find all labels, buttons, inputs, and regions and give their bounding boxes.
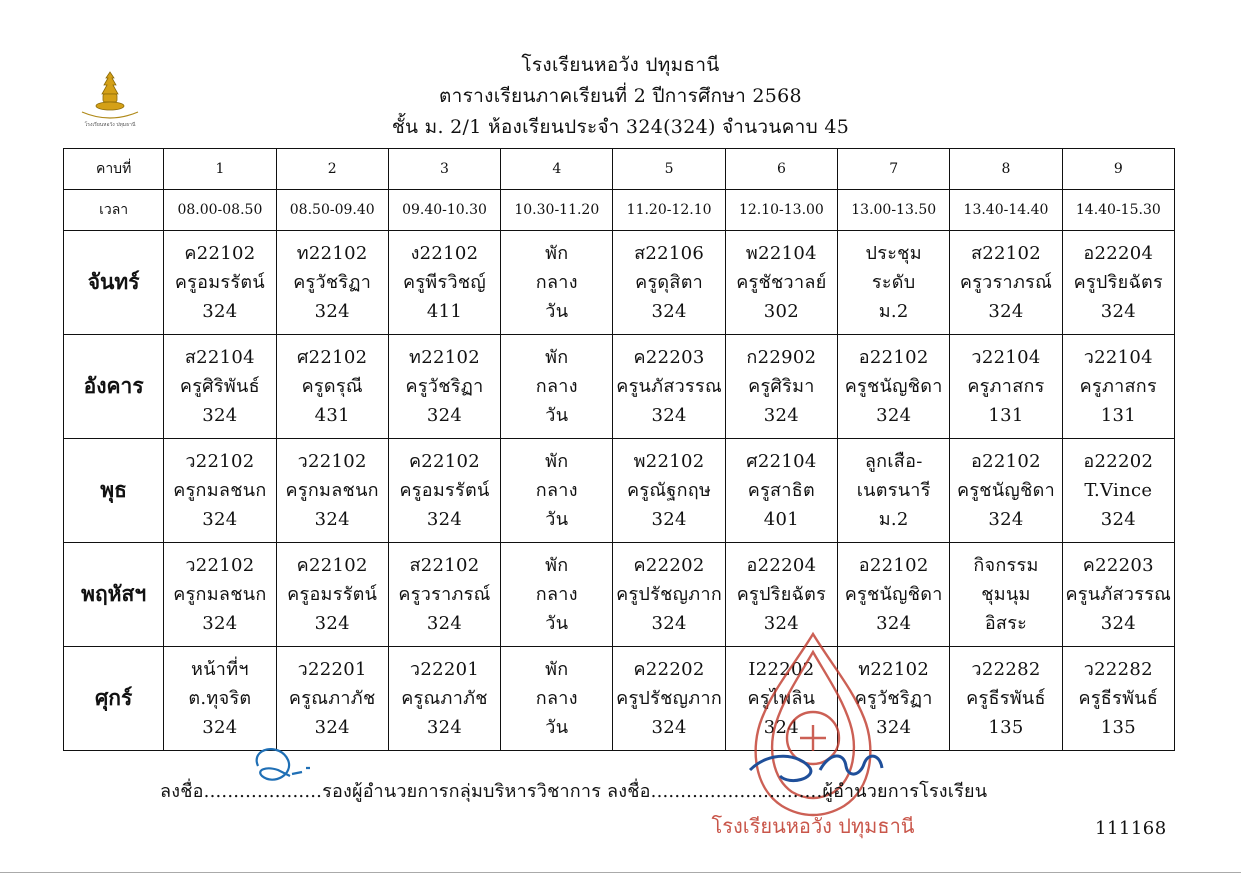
teacher-name: ครูสาธิต [747,480,816,501]
class-cell [388,543,500,647]
period-number: 6 [725,149,837,190]
class-cell [501,543,613,647]
class-cell [501,335,613,439]
subject-code: ว22102 [185,555,255,576]
class-cell [276,231,388,335]
teacher-name: ครูวัชริฏา [293,272,372,293]
teacher-name: ครูดรุณี [301,376,363,397]
class-cell [501,231,613,335]
class-cell [613,231,725,335]
teacher-name: กลาง [535,688,578,709]
room-number: 324 [202,613,238,634]
room-number: 324 [651,509,687,530]
room-number: 135 [1100,717,1136,738]
subject-code: ค22203 [633,347,705,368]
time-slot: 13.00-13.50 [838,190,950,231]
room-number: 135 [988,717,1024,738]
subject-code: ค22102 [296,555,368,576]
class-cell [950,543,1062,647]
subject-code: ค22203 [1082,555,1154,576]
teacher-name: ครูภาสกร [1079,376,1157,397]
teacher-name: ครูชนัญชิดา [957,480,1055,501]
subject-code: ประชุม [865,243,922,264]
teacher-name: ครูณัฐกฤษ [627,480,712,501]
class-cell [388,439,500,543]
subject-code: พัก [545,243,569,264]
teacher-name: ครูชัชวาลย์ [736,272,827,293]
room-number: 324 [202,509,238,530]
day-name: พุธ [64,439,164,543]
class-cell [950,647,1062,751]
room-number: 324 [763,613,800,634]
subject-code: พ22104 [745,243,817,264]
subject-code: ส22104 [184,347,255,368]
class-cell [1062,543,1174,647]
room-number: 324 [1100,301,1136,322]
subject-code: อ22102 [858,347,929,368]
subject-code: ลูกเสือ- [864,451,923,472]
class-cell [164,543,276,647]
teacher-name: ครูภาสกร [967,376,1045,397]
time-slot: 13.40-14.40 [950,190,1062,231]
room-number: 324 [314,301,350,322]
teacher-name: ชุมนุม [981,584,1031,605]
room-number: 431 [314,405,350,426]
room-number: วัน [545,613,569,634]
time-slot: 11.20-12.10 [613,190,725,231]
teacher-name: ระดับ [871,272,916,293]
teacher-name: กลาง [535,480,578,501]
subject-code: ว22102 [297,451,367,472]
room-number: 324 [314,509,350,530]
class-cell [725,647,837,751]
subject-code: อ22202 [1083,451,1154,472]
teacher-name: ครูปริยฉัตร [736,584,827,605]
room-number: วัน [545,717,569,738]
subject-code: ค22202 [633,659,705,680]
class-cell [1062,647,1174,751]
time-slot: 10.30-11.20 [501,190,613,231]
room-number: วัน [545,509,569,530]
class-cell [838,543,950,647]
room-number: 131 [988,405,1024,426]
room-number: 324 [651,717,687,738]
class-cell [388,647,500,751]
room-number: ม.2 [878,301,909,322]
day-row [64,647,1175,751]
class-cell [725,543,837,647]
subject-code: อ22204 [746,555,817,576]
class-cell [613,543,725,647]
subject-code: ว22282 [971,659,1041,680]
subject-code: I22202 [748,659,815,680]
subject-code: ค22102 [408,451,481,472]
document-header [0,50,1241,143]
subject-code: อ22102 [971,451,1041,472]
time-slot: 08.00-08.50 [164,190,276,231]
teacher-name: กลาง [535,272,578,293]
time-row [64,190,1175,231]
day-row [64,543,1175,647]
class-cell [388,335,500,439]
teacher-name: ครูกมลชนก [173,480,267,501]
subject-code: ก22902 [746,347,817,368]
subject-code: พัก [545,659,569,680]
teacher-name: ครูศิริมา [748,376,815,397]
teacher-name: ครูปรัชญภาก [616,584,723,605]
class-cell [501,647,613,751]
schedule-table [63,148,1175,751]
room-number: 324 [426,405,463,426]
class-cell [725,439,837,543]
room-number: 302 [763,301,800,322]
period-number: 7 [838,149,950,190]
room-number: อิสระ [984,613,1028,634]
class-cell [950,231,1062,335]
class-info: ชั้น ม. 2/1 ห้องเรียนประจำ 324(324) จำนวนคาบ 45 [391,116,850,138]
teacher-name: ครูอมรรัตน์ [174,272,265,293]
subject-code: ศ22104 [746,451,817,472]
class-cell [838,439,950,543]
class-cell [276,439,388,543]
teacher-name: ครูวัชริฏา [854,688,933,709]
class-cell [725,231,837,335]
room-number: 324 [651,405,687,426]
class-cell [613,647,725,751]
subject-code: ว22201 [409,659,480,680]
time-slot: 09.40-10.30 [388,190,500,231]
teacher-name: ครูกมลชนก [285,480,379,501]
class-cell [501,439,613,543]
room-number: 324 [202,405,238,426]
class-cell [613,335,725,439]
period-number: 2 [276,149,388,190]
day-name: พฤหัสฯ [64,543,164,647]
teacher-name: ครูนภัสวรรณ [616,376,722,397]
subject-code: ท22102 [858,659,930,680]
room-number: 324 [1100,613,1136,634]
teacher-name: ครูอมรรัตน์ [399,480,490,501]
class-cell [276,647,388,751]
subject-code: ว22104 [971,347,1041,368]
subject-code: พ22102 [633,451,705,472]
class-cell [613,439,725,543]
school-name: โรงเรียนหอวัง ปทุมธานี [521,54,720,76]
room-number: 324 [1100,509,1136,530]
bottom-divider [0,872,1241,873]
room-number: 324 [314,717,350,738]
subject-code: หน้าที่ฯ [191,659,249,680]
class-cell [1062,439,1174,543]
subject-code: ท22102 [296,243,368,264]
room-number: 401 [763,509,800,530]
subject-code: ส22102 [409,555,480,576]
timetable-title: ตารางเรียนภาคเรียนที่ 2 ปีการศึกษา 2568 [439,85,802,107]
class-cell [276,543,388,647]
teacher-name: ครูดุสิตา [635,272,704,293]
day-row [64,439,1175,543]
room-number: 131 [1100,405,1136,426]
room-number: 324 [876,717,912,738]
seal-text: โรงเรียนหอวัง ปทุมธานี [711,814,915,838]
teacher-name: ครูชนัญชิดา [844,376,943,397]
room-number: วัน [545,405,569,426]
subject-code: อ22204 [1083,243,1154,264]
teacher-name: ครูวราภรณ์ [398,584,491,605]
class-cell [725,335,837,439]
room-number: 324 [876,405,912,426]
document-code: 111168 [1095,818,1167,839]
room-number: ม.2 [878,509,909,530]
teacher-name: ครูศิริพันธ์ [179,376,260,397]
room-number: 324 [988,301,1024,322]
class-cell [164,439,276,543]
teacher-name: ครูปรัชญภาก [616,688,723,709]
room-number: 411 [426,301,463,322]
room-number: วัน [545,301,569,322]
subject-code: กิจกรรม [973,555,1039,576]
class-cell [838,335,950,439]
day-name: อังคาร [64,335,164,439]
room-number: 324 [426,717,463,738]
subject-code: ว22104 [1083,347,1153,368]
teacher-name: ครูวราภรณ์ [959,272,1053,293]
room-number: 324 [876,613,912,634]
day-row [64,231,1175,335]
teacher-name: ครูปริยฉัตร [1073,272,1163,293]
room-number: 324 [202,717,238,738]
teacher-name: ครูวัชริฏา [405,376,484,397]
period-label: คาบที่ [64,149,164,190]
class-cell [164,231,276,335]
logo-lettering: โรงเรียนหอวัง ปทุมธานี [84,122,136,128]
class-cell [950,439,1062,543]
teacher-name: ต.ทุจริต [188,688,252,709]
teacher-name: กลาง [535,376,578,397]
day-name: จันทร์ [64,231,164,335]
period-number: 5 [613,149,725,190]
room-number: 324 [763,717,800,738]
class-cell [388,231,500,335]
subject-code: พัก [545,555,569,576]
teacher-name: ครูณภาภัช [401,688,488,709]
subject-code: ว22102 [185,451,255,472]
subject-code: ส22106 [634,243,705,264]
teacher-name: ครูไพลิน [747,688,816,709]
room-number: 324 [426,613,463,634]
room-number: 324 [988,509,1024,530]
period-number: 3 [388,149,500,190]
teacher-name: ครูณภาภัช [288,688,376,709]
day-name: ศุกร์ [64,647,164,751]
room-number: 324 [651,301,687,322]
room-number: 324 [202,301,238,322]
time-slot: 08.50-09.40 [276,190,388,231]
time-slot: 14.40-15.30 [1062,190,1174,231]
period-number: 1 [164,149,276,190]
room-number: 324 [763,405,800,426]
period-header-row [64,149,1175,190]
class-cell [838,647,950,751]
subject-code: ค22102 [184,243,256,264]
subject-code: ศ22102 [296,347,368,368]
teacher-name: ครูนภัสวรรณ [1065,584,1172,605]
teacher-name: ครูพีรวิชญ์ [403,272,487,293]
room-number: 324 [426,509,463,530]
class-cell [1062,231,1174,335]
time-label: เวลา [64,190,164,231]
class-cell [164,647,276,751]
subject-code: ว22201 [297,659,367,680]
subject-code: ส22102 [970,243,1042,264]
room-number: 324 [314,613,350,634]
teacher-name: ครูกมลชนก [173,584,267,605]
period-number: 9 [1062,149,1174,190]
subject-code: ค22202 [633,555,705,576]
day-row [64,335,1175,439]
teacher-name: ครูอมรรัตน์ [287,584,378,605]
class-cell [1062,335,1174,439]
room-number: 324 [651,613,687,634]
teacher-name: ครูธีรพันธ์ [1078,688,1159,709]
teacher-name: กลาง [535,584,578,605]
period-number: 8 [950,149,1062,190]
teacher-name: เนตรนารี [856,480,931,501]
teacher-name: ครูธีรพันธ์ [966,688,1046,709]
subject-code: พัก [545,347,569,368]
subject-code: ว22282 [1083,659,1153,680]
subject-code: ง22102 [410,243,479,264]
class-cell [950,335,1062,439]
time-slot: 12.10-13.00 [725,190,837,231]
teacher-name: ครูชนัญชิดา [844,584,943,605]
subject-code: อ22102 [858,555,929,576]
teacher-name: T.Vince [1084,480,1153,501]
subject-code: พัก [545,451,569,472]
subject-code: ท22102 [409,347,480,368]
class-cell [164,335,276,439]
signature-line: ลงชื่อ....................รองผู้อำนวยการกลุ่มบริหารวิชาการ ลงชื่อ.............................ผู้อำนวยการโรงเรียน [160,781,988,802]
period-number: 4 [501,149,613,190]
class-cell [276,335,388,439]
class-cell [838,231,950,335]
